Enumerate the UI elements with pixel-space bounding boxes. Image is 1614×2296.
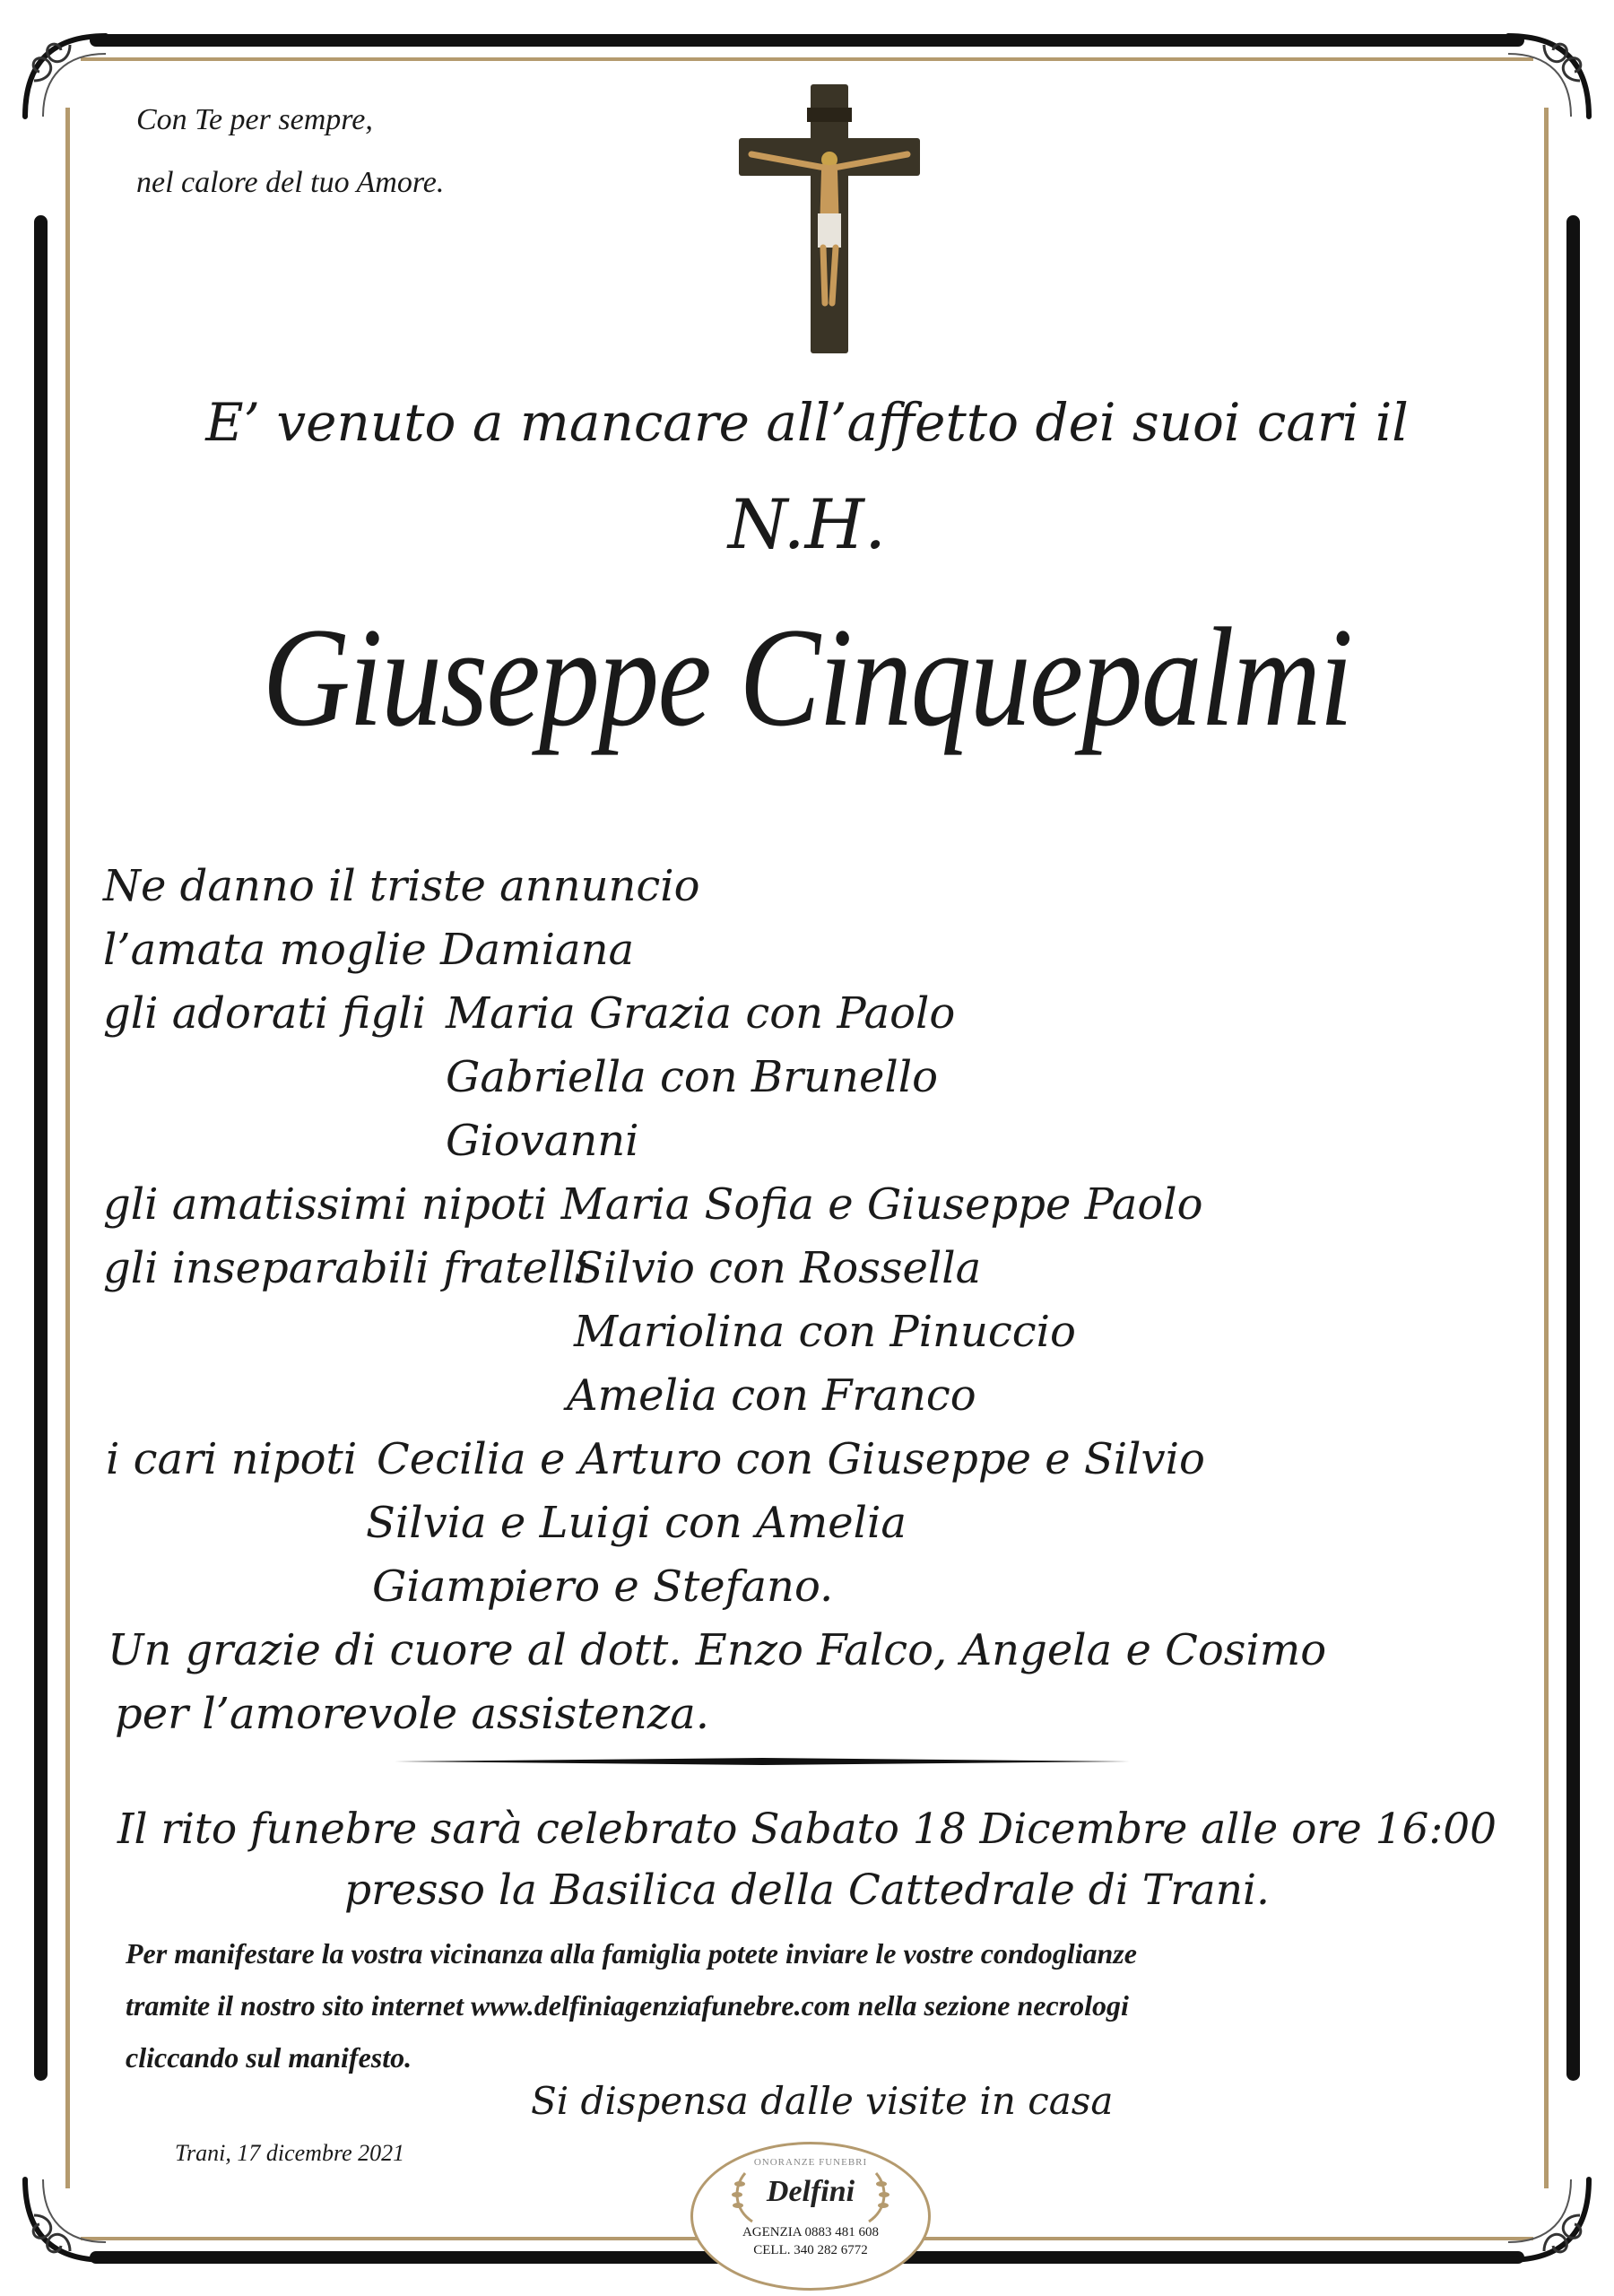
announcement-line: Un grazie di cuore al dott. Enzo Falco, Angela e Cosimo [108,1625,1327,1675]
announcement-line: l’amata moglie Damiana [103,925,635,975]
announcement-line: gli adorati figli [103,988,426,1039]
announcement-line: Giovanni [446,1116,639,1166]
deceased-name: Giuseppe Cinquepalmi [262,599,1352,756]
rite-line-1: Il rito funebre sarà celebrato Sabato 18 Dicembre alle ore 16:00 [117,1805,1497,1854]
agency-brand: Delfini [766,2175,855,2208]
announcement-line: Mariolina con Pinuccio [574,1307,1076,1357]
condolence-notice-line-1: Per manifestare la vostra vicinanza alla famiglia potete inviare le vostre condoglianze [126,1937,1137,1970]
motto-line-1: Con Te per sempre, [136,103,373,136]
announcement-line: Maria Grazia con Paolo [446,988,956,1039]
no-visits-notice: Si dispensa dalle visite in casa [531,2079,1114,2123]
agency-phone-office: AGENZIA 0883 481 608 [742,2225,880,2239]
intro-text: E’ venuto a mancare all’affetto dei suoi cari il [205,392,1409,453]
condolence-notice-line-3: cliccando sul manifesto. [126,2041,412,2074]
motto-line-2: nel calore del tuo Amore. [136,166,445,199]
announcement-line: Silvio con Rossella [574,1243,982,1293]
announcement-line: Amelia con Franco [567,1370,976,1421]
condolence-notice-line-2: tramite il nostro sito internet www.delfiniagenziafunebre.com nella sezione necrologi [126,1989,1129,2022]
crucifix-icon [735,79,924,357]
agency-badge [690,2142,931,2291]
corner-ornament-top-right [1499,27,1598,126]
announcement-line: gli amatissimi nipoti Maria Sofia e Giuseppe Paolo [103,1179,1203,1230]
rite-line-2: presso la Basilica della Cattedrale di Trani. [344,1866,1270,1915]
place-date: Trani, 17 dicembre 2021 [175,2140,405,2166]
announcement-line: Silvia e Luigi con Amelia [366,1498,907,1548]
agency-tagline: ONORANZE FUNEBRI [753,2157,868,2168]
divider-line [395,1758,1130,1765]
announcement-line: i cari nipoti [106,1434,358,1484]
top-border-bar [90,34,1524,47]
announcement-line: per l’amorevole assistenza. [115,1689,709,1739]
corner-ornament-bottom-right [1499,2170,1598,2269]
announcement-line: Gabriella con Brunello [446,1052,938,1102]
agency-phone-mobile: CELL. 340 282 6772 [753,2243,868,2257]
announcement-line: gli inseparabili fratelli [103,1243,590,1293]
announcement-line: Giampiero e Stefano. [372,1561,834,1612]
announcement-line: Cecilia e Arturo con Giuseppe e Silvio [377,1434,1205,1484]
corner-ornament-top-left [16,27,115,126]
honorific-title: N.H. [727,484,887,564]
announcement-line: Ne danno il triste annuncio [103,861,700,911]
top-gold-line [81,57,1533,61]
corner-ornament-bottom-left [16,2170,115,2269]
